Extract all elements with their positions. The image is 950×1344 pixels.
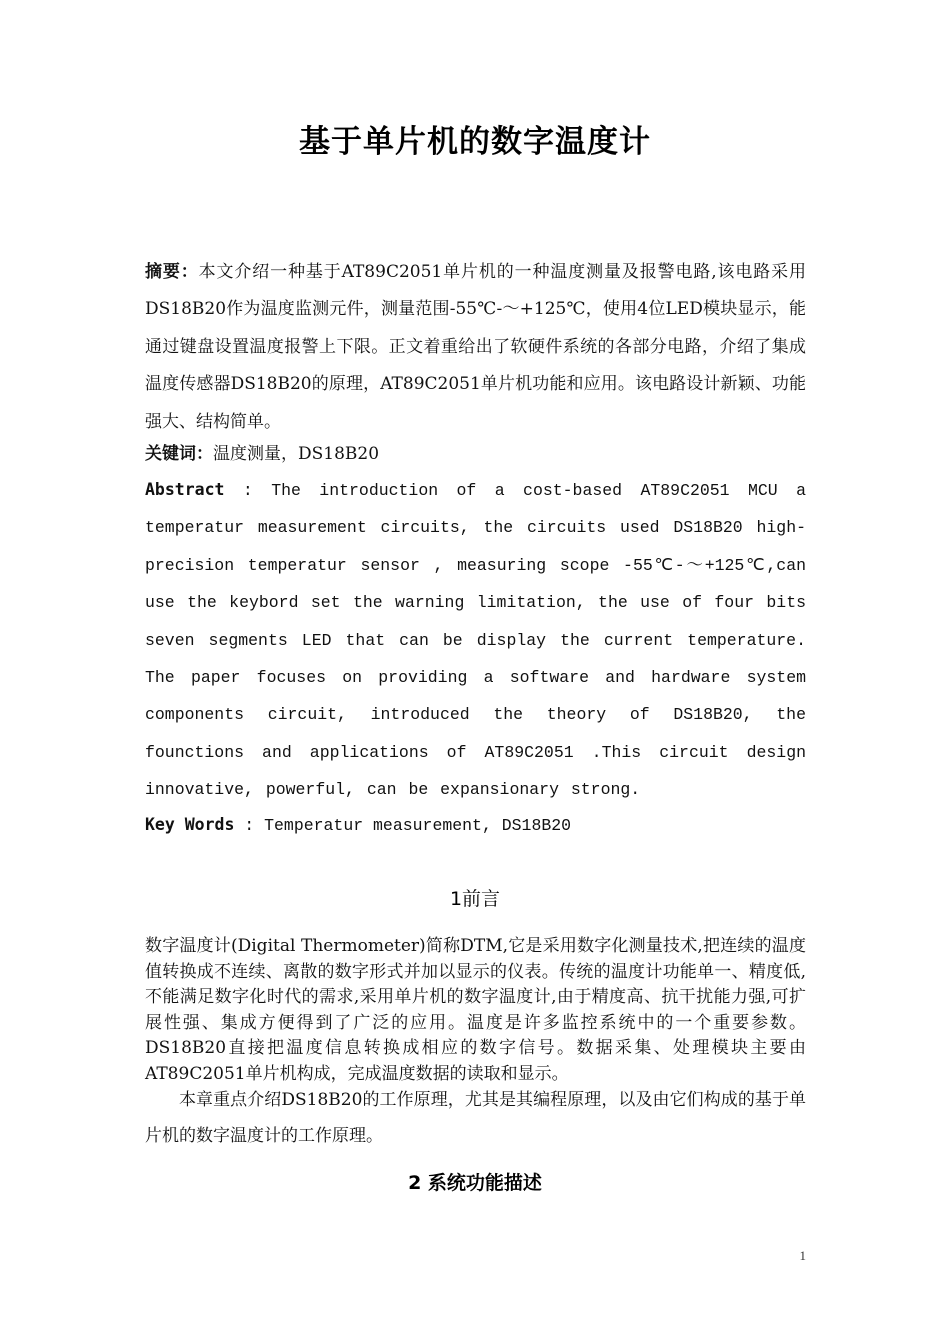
abstract-cn-text: 本文介绍一种基于AT89C2051单片机的一种温度测量及报警电路,该电路采用DS18B20作为温度监测元件，测量范围-55℃-～+125℃，使用4位LED模块显示，能通过键盘设置温度报警上下限。正文着重给出了软硬件系统的各部分电路，介绍了集成温度传感器DS18B20的原理，AT89C2051单片机功能和应用。该电路设计新颖、功能强大、结构简单。 <box>145 262 806 432</box>
keywords-en-label: Key Words <box>145 815 235 834</box>
section-1-paragraph-1: 数字温度计(Digital Thermometer)简称DTM,它是采用数字化测量技术,把连续的温度值转换成不连续、离散的数字形式并加以显示的仪表。传统的温度计功能单一、精度低,不能满足数字化时代的需求,采用单片机的数字温度计,由于精度高、抗干扰能力强,可扩展性强、集成方便得到了广泛的应用。温度是许多监控系统中的一个重要参数。DS18B20直接把温度信息转换成相应的数字信号。数据采集、处理模块主要由AT89C2051单片机构成，完成温度数据的读取和显示。 <box>145 936 806 1084</box>
paper-title: 基于单片机的数字温度计 <box>299 124 651 160</box>
section-2-heading: 2 系统功能描述 <box>408 1172 542 1194</box>
keywords-cn-label: 关键词： <box>145 444 213 464</box>
keywords-en-text: : Temperatur measurement, DS18B20 <box>234 816 572 835</box>
abstract-chinese <box>145 254 806 441</box>
section-1-paragraph-2: 本章重点介绍DS18B20的工作原理，尤其是其编程原理，以及由它们构成的基于单片机的数字温度计的工作原理。 <box>145 1090 806 1146</box>
abstract-en-label: Abstract <box>145 480 225 499</box>
abstract-en-text: : The introduction of a cost-based AT89C2051 MCU a temperatur measurement circuits, the circuits used DS18B20 high-precision temperatur sensor , measuring scope -55℃-～+125℃,can use the keybord set the warning limitation, the use of four bits seven segments LED that can be display the current temperature. The paper focuses on providing a software and hardware system components circuit, introduced the theory of DS18B20, the founctions and applications of AT89C2051 .This circuit design innovative, powerful, can be expansionary strong. <box>145 481 806 800</box>
keywords-chinese <box>145 439 806 469</box>
keywords-cn-text: 温度测量，DS18B20 <box>213 444 380 464</box>
keywords-english <box>145 810 806 841</box>
page-number: 1 <box>799 1248 806 1263</box>
abstract-cn-label: 摘要： <box>145 262 199 282</box>
abstract-english <box>145 471 806 809</box>
section-1-heading: 1前言 <box>449 888 501 910</box>
